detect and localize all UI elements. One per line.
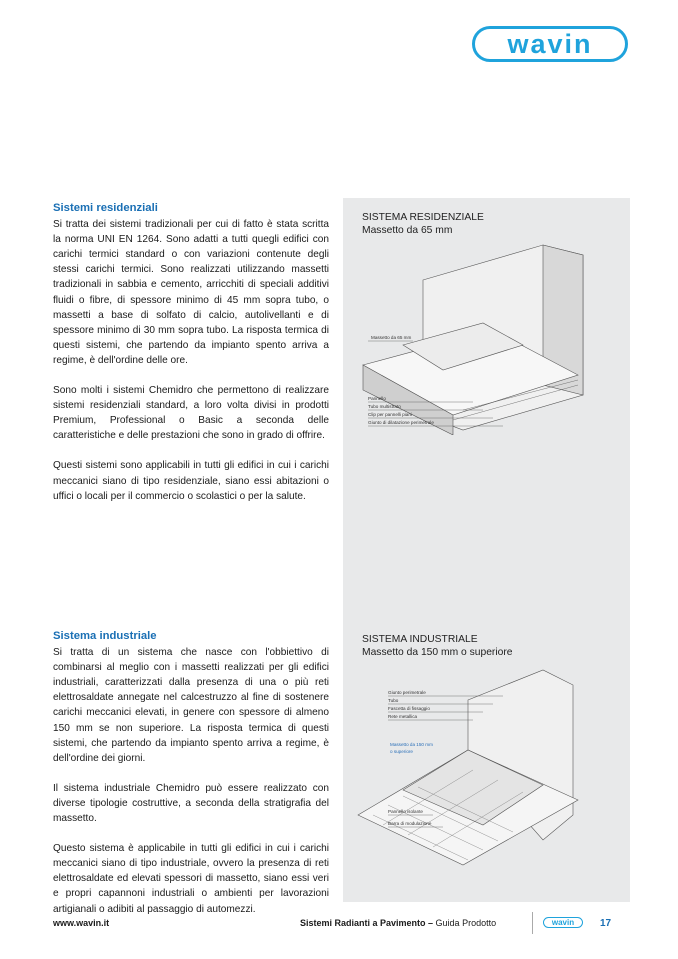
doc-title — [300, 918, 496, 928]
paragraph: Il sistema industriale Chemidro può essere realizzato con diverse tipologie costruttive, a seconda della stratigrafia del massetto. — [53, 782, 329, 825]
label: Massetto da 65 mm — [371, 335, 412, 340]
website-link[interactable]: www.wavin.it — [53, 918, 110, 928]
industrial-diagram — [343, 665, 630, 870]
label: Barra di modulazione — [388, 821, 432, 826]
paragraph: Si tratta di un sistema che nasce con l'obbiettivo di combinarsi al meglio con i massetti realizzati per gli edifici industriali, caratterizzati dalla presenza di una o più reti elettrosaldate annegate nel calcestruzzo al fine di sostenere carichi meccanici elevati, in genere con spessore di almeno 150 mm se non superiore. La risposta termica di questi sistemi, che partendo da impianto spento arriva a regime, è dell'ordine dei giorni. — [53, 647, 329, 764]
paragraph: Questi sistemi sono applicabili in tutti gli edifici in cui i carichi meccanici siano di tipo residenziale, siano essi abitazioni o uffici o locali per il commercio o scolastici o per la salute. — [53, 460, 329, 502]
figure-title-residential — [362, 211, 484, 237]
label: Pannello — [368, 396, 386, 401]
paragraph: Sono molti i sistemi Chemidro che permettono di realizzare sistemi residenziali standard, a loro volta divisi in prodotti Premium, Professional o Basic a seconda delle caratteristiche e delle prestazioni che sono in grado di offrire. — [53, 385, 329, 442]
residential-section — [53, 201, 329, 519]
residential-diagram — [343, 235, 630, 435]
label: Clip per pannelli piani — [368, 412, 412, 417]
figure-title: SISTEMA RESIDENZIALE — [362, 212, 484, 223]
label: Giunto perimetrale — [388, 690, 426, 695]
label: o superiore — [390, 749, 413, 754]
wavin-logo: wavin — [472, 26, 628, 62]
label: Rete metallica — [388, 714, 418, 719]
figure-title-industrial — [362, 633, 513, 659]
figure-subtitle: Massetto da 65 mm — [362, 225, 453, 236]
label: Tubo — [388, 698, 399, 703]
section-heading: Sistemi residenziali — [53, 202, 158, 214]
label: Tubo multistrato — [368, 404, 401, 409]
doc-title-rest: Guida Prodotto — [433, 918, 497, 928]
figure-subtitle: Massetto da 150 mm o superiore — [362, 647, 513, 658]
paragraph: Si tratta dei sistemi tradizionali per cui di fatto è stata scritta la norma UNI EN 1264. Sono adatti a tutti quegli edifici con carichi termici standard o con variazioni contenute degli stessi carichi termici. Sono realizzati utilizzando massetti tradizionali in sabbia e cemento, arricchiti di speciali additivi fluidi o fibre, di spessore minimo di 45 mm sopra tubo, o massetti a base di solfato di calcio, autolivellanti e di spessore minimo di 30 mm sopra tubo. La risposta termica di questi sistemi, che partendo da impianto spento arriva a regime, è dell'ordine delle ore. — [53, 219, 329, 366]
footer-divider — [532, 912, 533, 934]
paragraph: Questo sistema è applicabile in tutti gli edifici in cui i carichi meccanici siano di tipo industriale, ovvero la presenza di reti elettrosaldate ed elevati spessori di massetto, siano essi veri e propri capannoni industriali o ambienti per lavorazioni artigianali o adibiti al passaggio di automezzi. — [53, 843, 329, 915]
label: Fascetta di fissaggio — [388, 706, 430, 711]
label: Giunto di dilatazione perimetrale — [368, 420, 434, 425]
label: Massetto da 150 mm — [390, 742, 433, 747]
section-heading: Sistema industriale — [53, 630, 157, 642]
figure-title: SISTEMA INDUSTRIALE — [362, 634, 478, 645]
page-number: 17 — [600, 918, 612, 929]
footer-logo: wavin — [543, 917, 583, 928]
label: Pannello isolante — [388, 809, 423, 814]
doc-title-bold: Sistemi Radianti a Pavimento – — [300, 918, 434, 928]
industrial-section — [53, 629, 329, 932]
